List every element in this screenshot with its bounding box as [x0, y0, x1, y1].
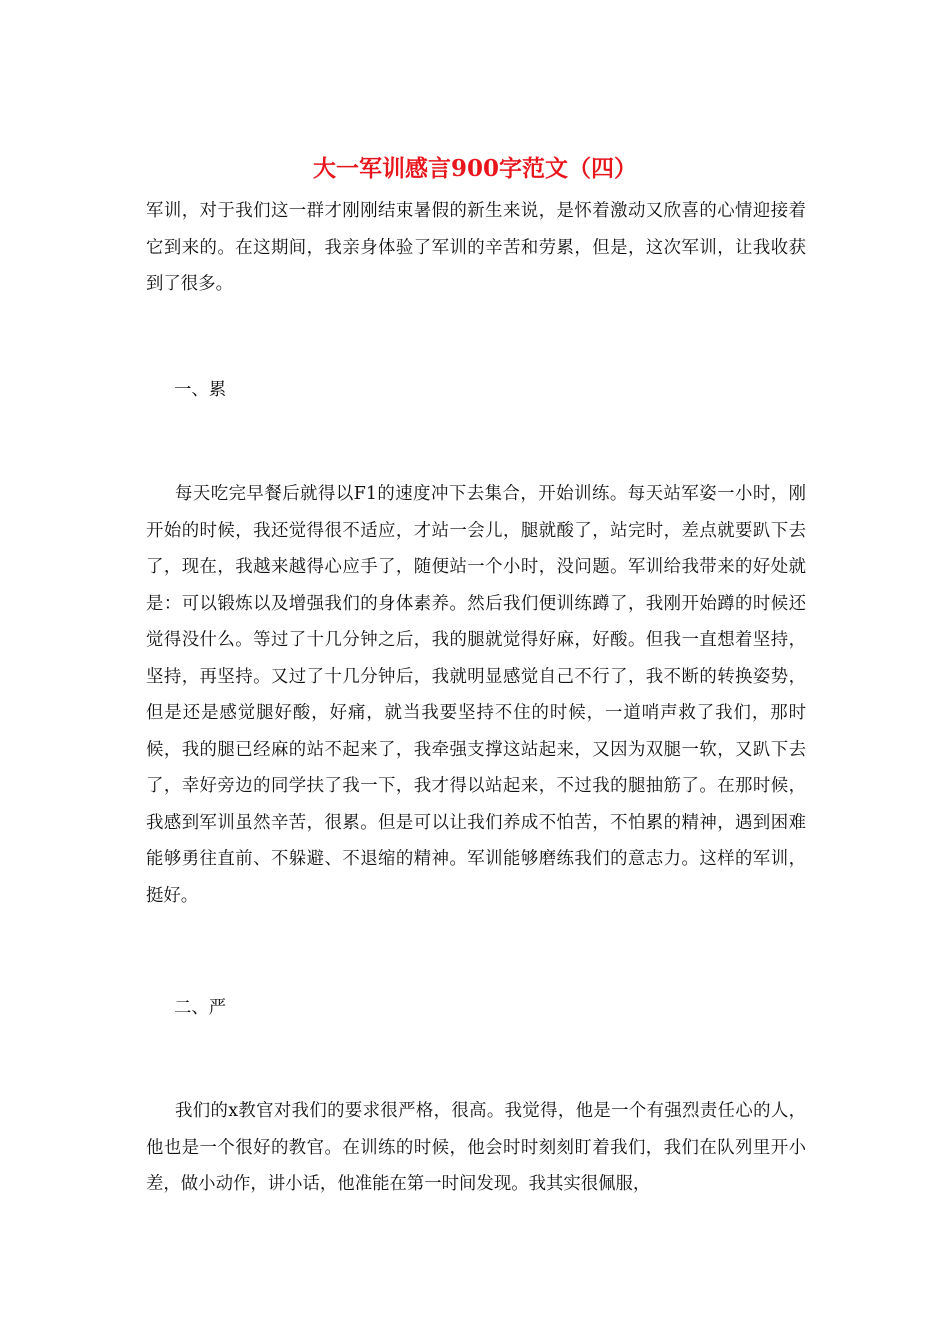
section-paragraph-1: 每天吃完早餐后就得以F1的速度冲下去集合，开始训练。每天站军姿一小时，刚开始的时候，我还觉得很不适应，才站一会儿，腿就酸了，站完时，差点就要趴下去了，现在，我越来越得心应手了，随便站一个小时，没问题。军训给我带来的好处就是：可以锻炼以及增强我们的身体素养。然后我们便训练蹲了，我刚开始蹲的时候还觉得没什么。等过了十几分钟之后，我的腿就觉得好麻，好酸。但我一直想着坚持，坚持，再坚持。又过了十几分钟后，我就明显感觉自己不行了，我不断的转换姿势，但是还是感觉腿好酸，好痛，就当我要坚持不住的时候，一道哨声救了我们，那时候，我的腿已经麻的站不起来了，我牵强支撑这站起来，又因为双腿一软，又趴下去了，幸好旁边的同学扶了我一下，我才得以站起来，不过我的腿抽筋了。在那时候，我感到军训虽然辛苦，很累。但是可以让我们养成不怕苦，不怕累的精神，遇到困难能够勇往直前、不躲避、不退缩的精神。军训能够磨练我们的意志力。这样的军训，挺好。: [146, 484, 806, 906]
section-paragraph-2: 我们的x教官对我们的要求很严格，很高。我觉得，他是一个有强烈责任心的人，他也是一个很好的教官。在训练的时候，他会时时刻刻盯着我们，我们在队列里开小差，做小动作，讲小话，他准能在第一时间发现。我其实很佩服，: [146, 1101, 806, 1194]
intro-paragraph: 军训，对于我们这一群才刚刚结束暑假的新生来说，是怀着激动又欣喜的心情迎接着它到来的。在这期间，我亲身体验了军训的辛苦和劳累，但是，这次军训，让我收获到了很多。: [146, 201, 806, 294]
section-heading-1: 一、累: [174, 380, 227, 400]
document-title: 大一军训感言900字范文（四）: [312, 155, 637, 182]
section-heading-2: 二、严: [174, 998, 227, 1018]
